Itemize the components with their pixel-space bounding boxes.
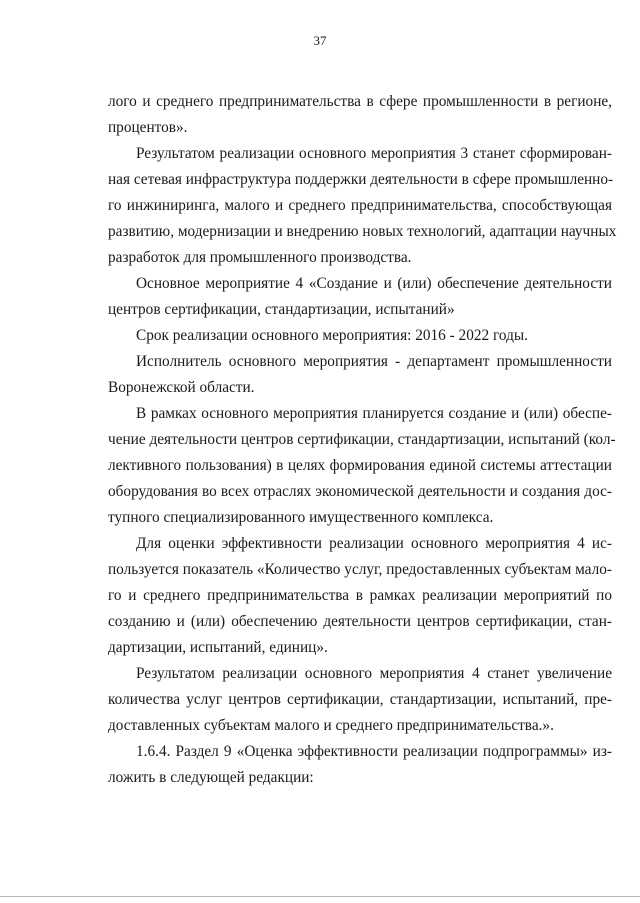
paragraph-first-line: Результатом реализации основного мероприятия 4 станет увеличение	[136, 665, 612, 682]
paragraph-first-line: Для оценки эффективности реализации основного мероприятия 4 ис-	[136, 535, 612, 552]
paragraph-first-line: В рамках основного мероприятия планируется создание и (или) обеспе-	[136, 405, 612, 422]
text-line: лективного пользования) в целях формирования единой системы аттестации	[108, 457, 612, 474]
text-line: созданию и (или) обеспечению деятельности центров сертификации, стан-	[108, 613, 612, 630]
text-line: го инжиниринга, малого и среднего предпринимательства, способствующая	[108, 197, 612, 214]
text-line: го и среднего предпринимательства в рамках реализации мероприятий по	[108, 587, 612, 604]
page-number: 37	[313, 33, 327, 48]
text-line: разработок для промышленного производства.	[108, 249, 412, 266]
text-line: лого и среднего предпринимательства в сфере промышленности в регионе,	[108, 93, 612, 110]
text-line: дартизации, испытаний, единиц».	[108, 639, 328, 656]
paragraph-first-line: Исполнитель основного мероприятия - департамент промышленности	[136, 353, 612, 370]
paragraph-first-line: Основное мероприятие 4 «Создание и (или) обеспечение деятельности	[136, 275, 612, 292]
text-line: развитию, модернизации и внедрению новых технологий, адаптации научных	[108, 223, 617, 240]
text-line: пользуется показатель «Количество услуг, предоставленных субъектам мало-	[108, 561, 612, 578]
text-line: количества услуг центров сертификации, стандартизации, испытаний, пре-	[108, 691, 612, 708]
text-line: Воронежской области.	[108, 379, 255, 396]
bottom-edge-line	[0, 896, 640, 897]
text-line: доставленных субъектам малого и среднего предпринимательства.».	[108, 717, 554, 734]
text-line: тупного специализированного имущественного комплекса.	[108, 509, 494, 526]
text-line: центров сертификации, стандартизации, испытаний»	[108, 301, 455, 318]
text-line: ная сетевая инфраструктура поддержки деятельности в сфере промышленно-	[108, 171, 614, 188]
text-line: оборудования во всех отраслях экономической деятельности и создания дос-	[108, 483, 612, 500]
paragraph-first-line: 1.6.4. Раздел 9 «Оценка эффективности реализации подпрограммы» из-	[136, 743, 612, 760]
text-line: ложить в следующей редакции:	[108, 769, 314, 786]
text-line: процентов».	[108, 119, 188, 136]
paragraph-first-line: Срок реализации основного мероприятия: 2016 - 2022 годы.	[136, 327, 528, 344]
paragraph-first-line: Результатом реализации основного мероприятия 3 станет сформирован-	[136, 145, 612, 162]
text-line: чение деятельности центров сертификации, стандартизации, испытаний (кол-	[108, 431, 616, 448]
